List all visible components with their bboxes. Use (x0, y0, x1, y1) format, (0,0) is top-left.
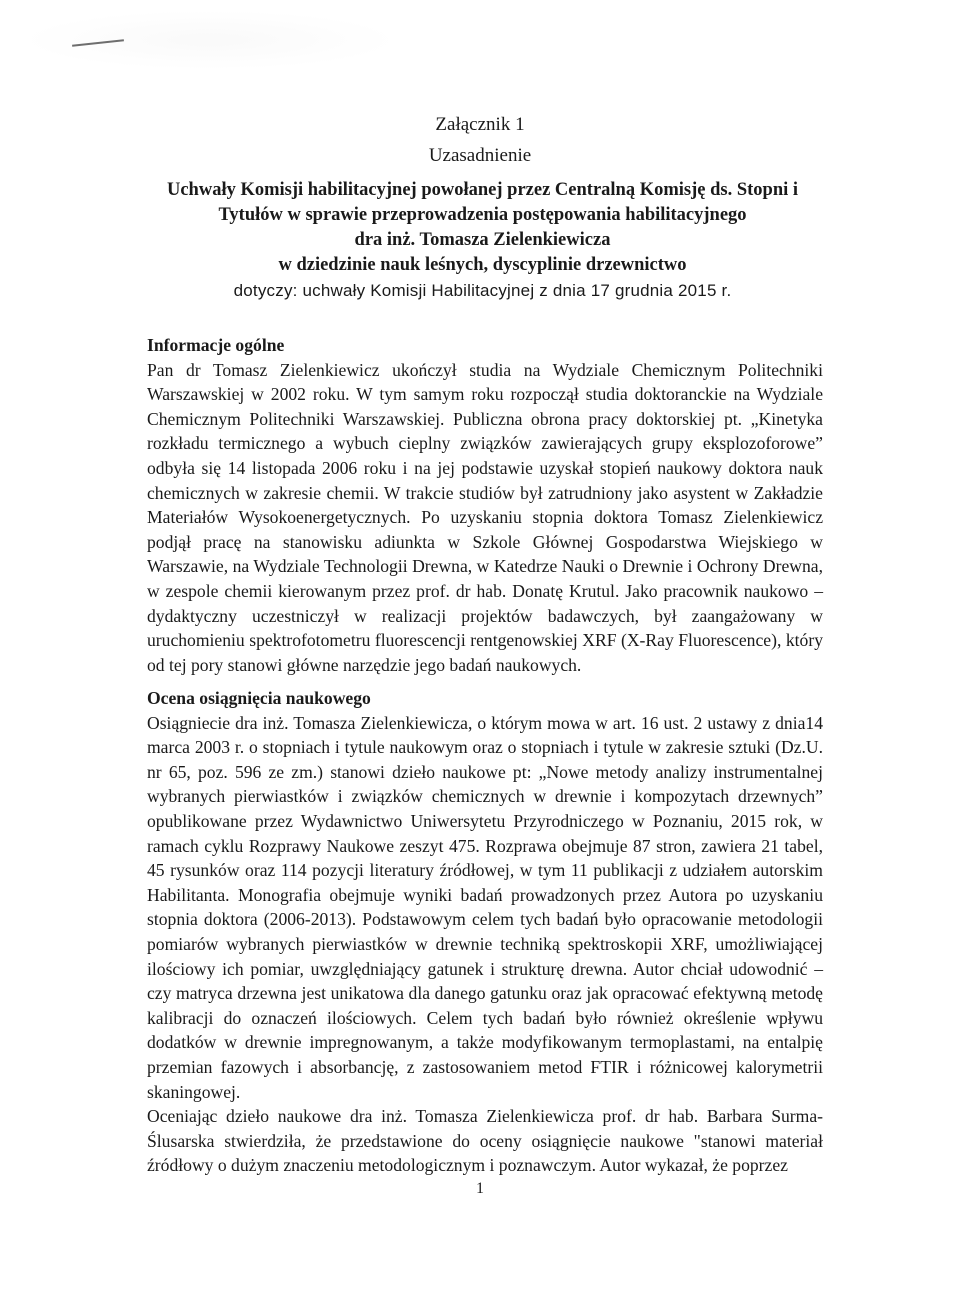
annex-label: Załącznik 1 (435, 114, 525, 135)
title-line: w dziedzinie nauk leśnych, dyscyplinie drzewnictwo (278, 255, 687, 275)
title-line: Tytułów w sprawie przeprowadzenia postępowania habilitacyjnego (218, 205, 747, 225)
scan-smudge (20, 10, 400, 70)
page-number: 1 (476, 1180, 484, 1197)
achievement-paragraph-1: Osiągniecie dra inż. Tomasza Zielenkiewicza, o którym mowa w art. 16 ust. 2 ustawy z dnia14 marca 2003 r. o stopniach i tytule naukowym oraz o stopniach i tytule w zakresie sztuki (Dz.U. nr 65, poz. 596 ze zm.) stanowi dzieło naukowe pt: „Nowe metody analizy instrumentalnej wybranych pierwiastków i związków chemicznych w drewnie i kompozytach drzewnych” opublikowane przez Wydawnictwo Uniwersytetu Przyrodniczego w Poznaniu, 2015 rok, w ramach cyklu Rozprawy Naukowe zeszyt 475. Rozprawa obejmuje 87 stron, zawiera 21 tabel, 45 rysunków oraz 114 pozycji literatury źródłowej, w tym 11 publikacji z udziałem autorskim Habilitanta. Monografia obejmuje wyniki badań prowadzonych przez Autora po uzyskaniu stopnia doktora (2006-2013). Podstawowym celem tych badań było opracowanie metodologii pomiarów wybranych pierwiastków w drewnie techniką spektroskopii XRF, umożliwiającej ilościowy ich pomiar, uwzględniający gatunek i strukturę drewna. Autor chciał udowodnić – czy matryca drzewna jest unikatowa dla danego gatunku oraz jak opracować efektywną metodę kalibracji do oznaczeń ilościowych. Celem tych badań było również określenie wpływu dodatków w drewnie impregnowanym, a także modyfikowanym termoplastami, na entalpię przemian fazowych i absorbancję, z zastosowaniem metod FTIR i różnicowej kalorymetrii skaningowej. (147, 712, 823, 1102)
title-line: Uchwały Komisji habilitacyjnej powołanej przez Centralną Komisję ds. Stopni i (166, 180, 799, 200)
section-heading-achievement: Ocena osiągnięcia naukowego (147, 688, 371, 708)
concerns-line: dotyczy: uchwały Komisji Habilitacyjnej z dnia 17 grudnia 2015 r. (233, 281, 732, 300)
achievement-paragraph-2: Oceniając dzieło naukowe dra inż. Tomasza Zielenkiewicza prof. dr hab. Barbara Surma-Ślusarska stwierdziła, że przedstawione do oceny osiągnięcie naukowe "stanowi materiał źródłowy o dużym znaczeniu metodologicznym i poznawczym. Autor wykazał, że poprzez (147, 1106, 823, 1176)
general-info-section (147, 333, 823, 677)
justification-label: Uzasadnienie (428, 145, 532, 166)
resolution-title (150, 178, 815, 303)
section-heading-general-info: Informacje ogólne (147, 335, 285, 355)
achievement-section (147, 686, 823, 1178)
general-info-paragraph: Pan dr Tomasz Zielenkiewicz ukończył studia na Wydziale Chemicznym Politechniki Warszawskiej w 2002 roku. W tym samym roku rozpoczął studia doktoranckie na Wydziale Chemicznym Politechniki Warszawskiej. Publiczna obrona pracy doktorskiej pt. „Kinetyka rozkładu termicznego a wybuch cieplny związków zawierających grupy eksplozoforowe” odbyła się 14 listopada 2006 roku i na jej podstawie uzyskał stopień naukowy doktora nauk chemicznych w zakresie chemii. W trakcie studiów był zatrudniony jako asystent w Zakładzie Materiałów Wysokoenergetycznych. Po uzyskaniu stopnia doktora Tomasz Zielenkiewicz podjął pracę na stanowisku adiunkta w Szkole Głównej Gospodarstwa Wiejskiego w Warszawie, na Wydziale Technologii Drewna, w Katedrze Nauki o Drewnie i Ochrony Drewna, w zespole chemii kierowanym przez prof. dr hab. Donatę Krutul. Jako pracownik naukowo – dydaktyczny uczestniczył w realizacji projektów badawczych, był zaangażowany w uruchomieniu spektrofotometru fluorescencji rentgenowskiej XRF (X-Ray Fluorescence), który od tej pory stanowi główne narzędzie jego badań naukowych. (147, 359, 823, 675)
title-line: dra inż. Tomasza Zielenkiewicza (354, 230, 611, 250)
